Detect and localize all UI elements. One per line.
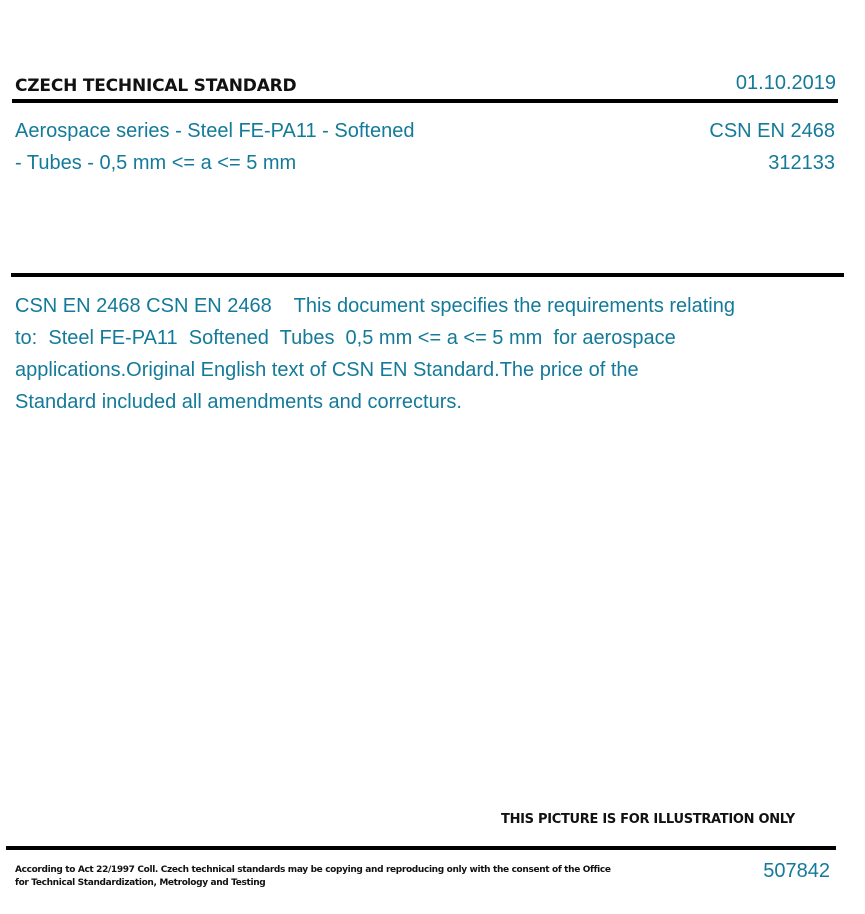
page-title: CZECH TECHNICAL STANDARD (15, 76, 297, 96)
standard-code: CSN EN 2468 (709, 120, 835, 142)
publication-date: 01.10.2019 (735, 72, 836, 94)
description-line: Standard included all amendments and correcturs. (15, 391, 462, 413)
legal-notice (15, 864, 611, 890)
document-number: 507842 (763, 860, 830, 882)
description-line: CSN EN 2468 CSN EN 2468 This document specifies the requirements relating (15, 295, 735, 317)
description-line: applications.Original English text of CSN EN Standard.The price of the (15, 359, 639, 381)
subject-line-1: Aerospace series - Steel FE-PA11 - Softened (15, 120, 415, 142)
legal-line-1: According to Act 22/1997 Coll. Czech technical standards may be copying and reproducing only with the consent of the Office (15, 865, 611, 875)
standard-description (15, 290, 815, 418)
legal-line-2: for Technical Standardization, Metrology and Testing (15, 878, 266, 888)
illustration-disclaimer: THIS PICTURE IS FOR ILLUSTRATION ONLY (501, 812, 795, 827)
description-line: to: Steel FE-PA11 Softened Tubes 0,5 mm <= a <= 5 mm for aerospace (15, 327, 676, 349)
standard-identifiers (709, 115, 835, 179)
bottom-divider (6, 846, 836, 850)
catalog-number: 312133 (768, 152, 835, 174)
top-divider (12, 99, 838, 103)
subject-line-2: - Tubes - 0,5 mm <= a <= 5 mm (15, 152, 297, 174)
middle-divider (11, 273, 844, 277)
standard-subject (15, 115, 414, 179)
